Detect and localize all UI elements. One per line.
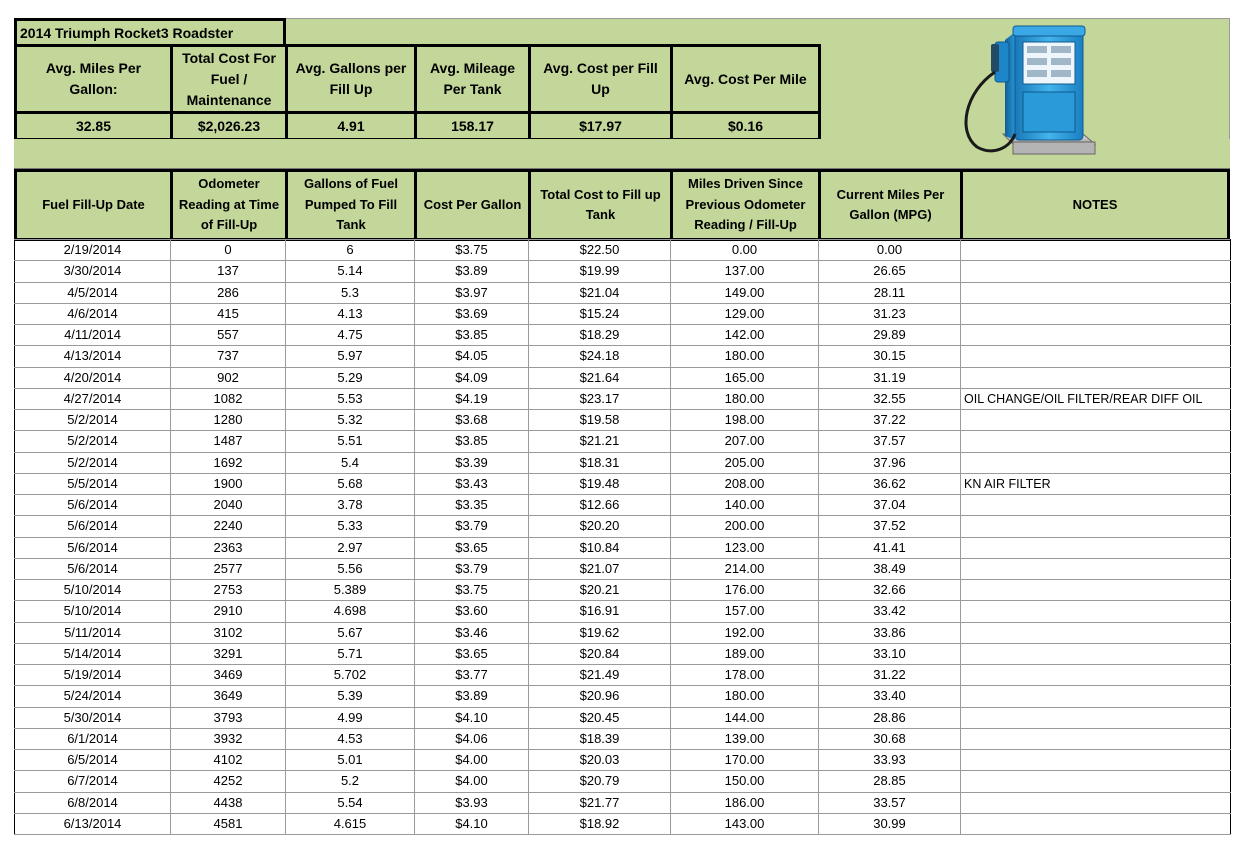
column-header-label: Current Miles Per Gallon (MPG) (836, 186, 945, 222)
table-cell: 3102 (171, 622, 286, 643)
table-cell: 41.41 (819, 537, 961, 558)
table-cell: $3.69 (415, 303, 529, 324)
summary-value (285, 111, 417, 141)
table-cell: 4252 (171, 771, 286, 792)
table-row (15, 388, 1231, 409)
notes-cell (961, 707, 1231, 728)
notes-cell (961, 622, 1231, 643)
table-cell: 30.99 (819, 813, 961, 834)
table-cell: 4.698 (286, 601, 415, 622)
table-cell: 2040 (171, 495, 286, 516)
table-cell: 137 (171, 261, 286, 282)
table-row (15, 282, 1231, 303)
table-cell: $4.10 (415, 707, 529, 728)
summary-header-label: Avg. Gallons per Fill Up (295, 60, 407, 97)
table-cell: 0.00 (819, 240, 961, 261)
table-cell: 6/7/2014 (15, 771, 171, 792)
table-cell: 3.78 (286, 495, 415, 516)
table-cell: 5/2/2014 (15, 452, 171, 473)
table-cell: 2363 (171, 537, 286, 558)
table-row (15, 580, 1231, 601)
table-cell: 6 (286, 240, 415, 261)
table-row (15, 686, 1231, 707)
table-cell: $3.89 (415, 686, 529, 707)
table-row (15, 728, 1231, 749)
summary-value-text: $2,026.23 (197, 118, 261, 134)
table-cell: 2577 (171, 558, 286, 579)
notes-cell (961, 410, 1231, 431)
notes-cell (961, 686, 1231, 707)
table-cell: $3.79 (415, 516, 529, 537)
notes-cell (961, 325, 1231, 346)
table-cell: 3469 (171, 665, 286, 686)
table-cell: $3.35 (415, 495, 529, 516)
table-cell: $3.93 (415, 792, 529, 813)
table-cell: 5.54 (286, 792, 415, 813)
table-cell: 123.00 (671, 537, 819, 558)
column-header (414, 169, 531, 241)
table-cell: 5.71 (286, 643, 415, 664)
table-cell: 5.53 (286, 388, 415, 409)
table-row (15, 792, 1231, 813)
table-cell: 144.00 (671, 707, 819, 728)
table-cell: 5/6/2014 (15, 516, 171, 537)
notes-cell (961, 665, 1231, 686)
table-cell: 3/30/2014 (15, 261, 171, 282)
table-cell: 5.389 (286, 580, 415, 601)
table-cell: 143.00 (671, 813, 819, 834)
summary-value-text: $17.97 (579, 118, 622, 134)
table-row (15, 452, 1231, 473)
table-cell: 200.00 (671, 516, 819, 537)
table-cell: 4.615 (286, 813, 415, 834)
notes-cell (961, 792, 1231, 813)
notes-cell (961, 346, 1231, 367)
table-cell: $4.10 (415, 813, 529, 834)
table-cell: 3793 (171, 707, 286, 728)
column-header-label: Odometer Reading at Time of Fill-Up (178, 176, 280, 233)
table-cell: 180.00 (671, 346, 819, 367)
table-cell: 1692 (171, 452, 286, 473)
table-cell: 5.32 (286, 410, 415, 431)
table-cell: 180.00 (671, 388, 819, 409)
table-cell: 129.00 (671, 303, 819, 324)
table-cell: $3.77 (415, 665, 529, 686)
table-cell: $3.89 (415, 261, 529, 282)
table-cell: $3.60 (415, 601, 529, 622)
table-cell: 3649 (171, 686, 286, 707)
table-cell: 5/6/2014 (15, 495, 171, 516)
table-cell: 3932 (171, 728, 286, 749)
table-cell: 5/30/2014 (15, 707, 171, 728)
table-row (15, 473, 1231, 494)
table-cell: $15.24 (529, 303, 671, 324)
table-cell: 33.57 (819, 792, 961, 813)
table-cell: 170.00 (671, 750, 819, 771)
summary-value (528, 111, 673, 141)
table-cell: 33.42 (819, 601, 961, 622)
column-header (960, 169, 1230, 241)
table-cell: 4/20/2014 (15, 367, 171, 388)
table-cell: 192.00 (671, 622, 819, 643)
table-cell: 5.01 (286, 750, 415, 771)
table-cell: 5/5/2014 (15, 473, 171, 494)
table-cell: $16.91 (529, 601, 671, 622)
table-cell: 6/1/2014 (15, 728, 171, 749)
table-row (15, 558, 1231, 579)
column-header-label: Total Cost to Fill up Tank (540, 186, 661, 222)
table-cell: 5/6/2014 (15, 537, 171, 558)
notes-cell (961, 282, 1231, 303)
notes-cell (961, 771, 1231, 792)
table-cell: 5.97 (286, 346, 415, 367)
fuel-log-table (14, 239, 1231, 835)
table-cell: 33.40 (819, 686, 961, 707)
table-cell: 28.11 (819, 282, 961, 303)
table-cell: 5.39 (286, 686, 415, 707)
notes-cell: OIL CHANGE/OIL FILTER/REAR DIFF OIL (961, 388, 1231, 409)
table-cell: 178.00 (671, 665, 819, 686)
table-cell: $20.96 (529, 686, 671, 707)
table-cell: 176.00 (671, 580, 819, 601)
table-cell: 5.4 (286, 452, 415, 473)
table-cell: $4.05 (415, 346, 529, 367)
table-cell: 38.49 (819, 558, 961, 579)
table-cell: $4.09 (415, 367, 529, 388)
table-cell: $19.62 (529, 622, 671, 643)
table-cell: $3.65 (415, 643, 529, 664)
table-cell: 186.00 (671, 792, 819, 813)
table-cell: $3.46 (415, 622, 529, 643)
table-row (15, 707, 1231, 728)
table-cell: 37.04 (819, 495, 961, 516)
summary-value (170, 111, 288, 141)
table-cell: 5.14 (286, 261, 415, 282)
notes-cell (961, 537, 1231, 558)
table-cell: 4581 (171, 813, 286, 834)
table-cell: $21.04 (529, 282, 671, 303)
table-cell: 1900 (171, 473, 286, 494)
table-cell: 415 (171, 303, 286, 324)
table-cell: $19.99 (529, 261, 671, 282)
table-cell: $18.29 (529, 325, 671, 346)
table-cell: 28.85 (819, 771, 961, 792)
table-cell: 5.33 (286, 516, 415, 537)
table-cell: $3.85 (415, 431, 529, 452)
notes-cell (961, 431, 1231, 452)
table-cell: 37.57 (819, 431, 961, 452)
table-cell: $22.50 (529, 240, 671, 261)
notes-cell (961, 452, 1231, 473)
column-header-label: Miles Driven Since Previous Odometer Reading / Fill-Up (685, 176, 806, 233)
table-cell: $20.45 (529, 707, 671, 728)
table-cell: 198.00 (671, 410, 819, 431)
table-cell: 6/8/2014 (15, 792, 171, 813)
table-cell: $20.20 (529, 516, 671, 537)
table-cell: $3.85 (415, 325, 529, 346)
table-cell: 5.702 (286, 665, 415, 686)
summary-header-label: Total Cost For Fuel / Maintenance (182, 49, 276, 108)
table-cell: $21.07 (529, 558, 671, 579)
table-cell: 557 (171, 325, 286, 346)
column-header-label: Gallons of Fuel Pumped To Fill Tank (304, 176, 398, 233)
summary-header-label: Avg. Cost Per Mile (684, 70, 807, 87)
table-cell: 4/13/2014 (15, 346, 171, 367)
table-cell: 36.62 (819, 473, 961, 494)
column-header (14, 169, 173, 241)
table-row (15, 750, 1231, 771)
notes-cell (961, 728, 1231, 749)
table-cell: $4.06 (415, 728, 529, 749)
notes-cell (961, 580, 1231, 601)
table-cell: 4.75 (286, 325, 415, 346)
table-cell: 5/2/2014 (15, 410, 171, 431)
sheet-title (14, 18, 286, 47)
summary-value (14, 111, 173, 141)
table-cell: 2753 (171, 580, 286, 601)
table-row (15, 367, 1231, 388)
summary-header-label: Avg. Cost per Fill Up (543, 60, 658, 97)
table-row (15, 643, 1231, 664)
table-cell: 32.66 (819, 580, 961, 601)
table-cell: 149.00 (671, 282, 819, 303)
table-cell: 5/14/2014 (15, 643, 171, 664)
table-row (15, 346, 1231, 367)
table-cell: 286 (171, 282, 286, 303)
table-cell: $3.39 (415, 452, 529, 473)
table-cell: 5.56 (286, 558, 415, 579)
column-header-label: NOTES (1072, 196, 1118, 212)
table-row (15, 325, 1231, 346)
table-cell: 32.55 (819, 388, 961, 409)
summary-header (528, 44, 673, 114)
table-cell: 205.00 (671, 452, 819, 473)
column-header (670, 169, 821, 241)
table-row (15, 303, 1231, 324)
table-cell: $20.21 (529, 580, 671, 601)
table-cell: $19.48 (529, 473, 671, 494)
summary-header (414, 44, 531, 114)
table-cell: 0.00 (671, 240, 819, 261)
table-row (15, 771, 1231, 792)
notes-cell (961, 367, 1231, 388)
table-cell: 2910 (171, 601, 286, 622)
table-cell: 157.00 (671, 601, 819, 622)
table-cell: $3.79 (415, 558, 529, 579)
table-cell: 139.00 (671, 728, 819, 749)
table-cell: $12.66 (529, 495, 671, 516)
sheet-title-text: 2014 Triumph Rocket3 Roadster (20, 24, 234, 41)
table-cell: 33.93 (819, 750, 961, 771)
table-cell: 29.89 (819, 325, 961, 346)
table-cell: $3.43 (415, 473, 529, 494)
table-cell: $18.39 (529, 728, 671, 749)
table-cell: $21.21 (529, 431, 671, 452)
table-cell: 4/5/2014 (15, 282, 171, 303)
table-cell: 2/19/2014 (15, 240, 171, 261)
notes-cell (961, 601, 1231, 622)
table-cell: 214.00 (671, 558, 819, 579)
table-cell: 5/19/2014 (15, 665, 171, 686)
table-cell: 189.00 (671, 643, 819, 664)
notes-cell (961, 495, 1231, 516)
summary-value-text: 32.85 (75, 118, 112, 134)
table-cell: 31.19 (819, 367, 961, 388)
table-cell: 5/10/2014 (15, 601, 171, 622)
table-cell: 207.00 (671, 431, 819, 452)
summary-value (414, 111, 531, 141)
table-cell: $24.18 (529, 346, 671, 367)
column-header-label: Fuel Fill-Up Date (42, 196, 145, 212)
notes-cell (961, 813, 1231, 834)
table-row (15, 813, 1231, 834)
table-cell: 33.10 (819, 643, 961, 664)
table-cell: 4.99 (286, 707, 415, 728)
notes-cell (961, 303, 1231, 324)
table-cell: 5/10/2014 (15, 580, 171, 601)
table-cell: $21.64 (529, 367, 671, 388)
summary-header-label: Avg. Mileage Per Tank (429, 60, 516, 97)
notes-cell (961, 516, 1231, 537)
table-cell: $18.92 (529, 813, 671, 834)
table-row (15, 622, 1231, 643)
table-cell: 737 (171, 346, 286, 367)
table-cell: 142.00 (671, 325, 819, 346)
column-header (170, 169, 288, 241)
table-cell: $3.65 (415, 537, 529, 558)
table-cell: 4/27/2014 (15, 388, 171, 409)
summary-value-text: 158.17 (451, 118, 494, 134)
summary-value-text: $0.16 (727, 118, 764, 134)
table-cell: $4.00 (415, 771, 529, 792)
notes-cell (961, 558, 1231, 579)
table-cell: 6/5/2014 (15, 750, 171, 771)
summary-header (285, 44, 417, 114)
table-cell: $4.00 (415, 750, 529, 771)
table-cell: 5/11/2014 (15, 622, 171, 643)
table-cell: 208.00 (671, 473, 819, 494)
table-cell: 5.3 (286, 282, 415, 303)
summary-header (670, 44, 821, 114)
table-cell: 31.22 (819, 665, 961, 686)
column-header-label: Cost Per Gallon (423, 196, 522, 212)
table-cell: 4438 (171, 792, 286, 813)
table-cell: 1280 (171, 410, 286, 431)
table-row (15, 410, 1231, 431)
table-cell: 3291 (171, 643, 286, 664)
table-row (15, 601, 1231, 622)
table-cell: 5/2/2014 (15, 431, 171, 452)
table-cell: $21.77 (529, 792, 671, 813)
table-row (15, 240, 1231, 261)
table-cell: 4102 (171, 750, 286, 771)
summary-header (170, 44, 288, 114)
table-row (15, 516, 1231, 537)
table-cell: 37.96 (819, 452, 961, 473)
table-cell: 26.65 (819, 261, 961, 282)
summary-header-label: Avg. Miles Per Gallon: (45, 60, 142, 97)
notes-cell (961, 240, 1231, 261)
table-cell: 165.00 (671, 367, 819, 388)
table-cell: $20.03 (529, 750, 671, 771)
table-cell: 4/6/2014 (15, 303, 171, 324)
table-cell: 180.00 (671, 686, 819, 707)
table-cell: $19.58 (529, 410, 671, 431)
table-cell: $21.49 (529, 665, 671, 686)
table-cell: $20.79 (529, 771, 671, 792)
table-cell: $18.31 (529, 452, 671, 473)
table-cell: $3.75 (415, 580, 529, 601)
table-cell: $23.17 (529, 388, 671, 409)
notes-cell: KN AIR FILTER (961, 473, 1231, 494)
table-row (15, 665, 1231, 686)
table-cell: 37.52 (819, 516, 961, 537)
table-cell: 5.51 (286, 431, 415, 452)
table-cell: 2240 (171, 516, 286, 537)
table-cell: $20.84 (529, 643, 671, 664)
table-cell: 4.13 (286, 303, 415, 324)
table-cell: 4.53 (286, 728, 415, 749)
summary-header (14, 44, 173, 114)
column-header (285, 169, 417, 241)
table-cell: $10.84 (529, 537, 671, 558)
table-cell: 5/24/2014 (15, 686, 171, 707)
table-cell: 28.86 (819, 707, 961, 728)
table-cell: $3.75 (415, 240, 529, 261)
table-cell: $4.19 (415, 388, 529, 409)
table-cell: 1082 (171, 388, 286, 409)
table-cell: 140.00 (671, 495, 819, 516)
table-cell: 150.00 (671, 771, 819, 792)
table-cell: 30.68 (819, 728, 961, 749)
summary-value (670, 111, 821, 141)
table-cell: 1487 (171, 431, 286, 452)
column-header (818, 169, 963, 241)
table-cell: 5.68 (286, 473, 415, 494)
table-cell: 4/11/2014 (15, 325, 171, 346)
table-cell: 33.86 (819, 622, 961, 643)
table-cell: 37.22 (819, 410, 961, 431)
table-cell: 31.23 (819, 303, 961, 324)
table-cell: $3.68 (415, 410, 529, 431)
table-cell: 0 (171, 240, 286, 261)
table-row (15, 495, 1231, 516)
table-row (15, 261, 1231, 282)
table-cell: 30.15 (819, 346, 961, 367)
notes-cell (961, 261, 1231, 282)
table-row (15, 431, 1231, 452)
table-cell: 6/13/2014 (15, 813, 171, 834)
notes-cell (961, 643, 1231, 664)
table-cell: $3.97 (415, 282, 529, 303)
table-row (15, 537, 1231, 558)
notes-cell (961, 750, 1231, 771)
table-cell: 5.29 (286, 367, 415, 388)
table-cell: 902 (171, 367, 286, 388)
table-cell: 2.97 (286, 537, 415, 558)
gas-pump-icon (955, 22, 1115, 164)
table-cell: 137.00 (671, 261, 819, 282)
table-cell: 5.2 (286, 771, 415, 792)
summary-value-text: 4.91 (337, 118, 365, 134)
table-cell: 5/6/2014 (15, 558, 171, 579)
table-cell: 5.67 (286, 622, 415, 643)
column-header (528, 169, 673, 241)
